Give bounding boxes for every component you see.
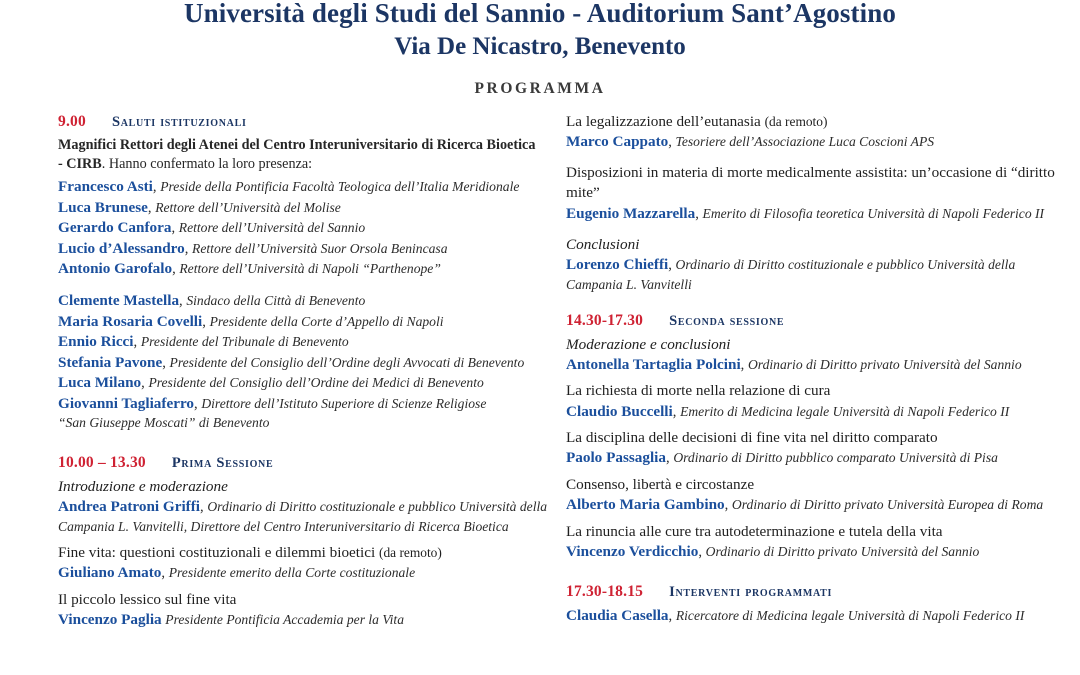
person-sep: ,	[161, 565, 166, 582]
person-name: Paolo Passaglia	[566, 449, 666, 467]
talk-item	[58, 590, 548, 631]
list-item	[58, 239, 548, 260]
person-role: Rettore dell’Università di Napoli “Parthenope”	[179, 261, 441, 277]
person-sep: ,	[724, 497, 729, 514]
person-role: Rettore dell’Università del Sannio	[178, 220, 366, 236]
session-header	[58, 112, 548, 132]
person-role: Emerito di Filosofia teoretica Università di Napoli Federico II	[702, 205, 1045, 221]
session-time: 17.30-18.15	[566, 583, 644, 601]
talk-speaker	[566, 542, 1056, 563]
list-item	[58, 177, 548, 198]
session-title: Prima Sessione	[171, 454, 274, 471]
person-role: Emerito di Medicina legale Università di Napoli Federico II	[680, 403, 1010, 419]
talk-topic-note: (da remoto)	[764, 113, 828, 129]
person-role: Ordinario di Diritto costituzionale e pubblico Università della Campania L. Vanvitelli, Direttore del Centro Interuniversitario di Ricerca Bioetica	[58, 499, 548, 534]
person-name: Giovanni Tagliaferro	[58, 394, 195, 412]
person-role: Presidente del Consiglio dell’Ordine dei Medici di Benevento	[148, 375, 484, 391]
talk-topic	[58, 590, 548, 610]
talk-item	[58, 543, 548, 584]
session-prima-sessione	[58, 453, 548, 631]
person-sep: ,	[202, 313, 206, 330]
talk-topic	[566, 163, 1056, 203]
session-header	[58, 453, 548, 473]
programme-label: PROGRAMMA	[474, 79, 606, 97]
talk-topic-note: (da remoto)	[379, 545, 442, 561]
talk-topic-text: La richiesta di morte nella relazione di cura	[566, 382, 831, 400]
talk-item	[566, 112, 1056, 153]
session-time: 14.30-17.30	[566, 311, 644, 329]
person-role-continuation: “San Giuseppe Moscati” di Benevento	[58, 415, 270, 431]
person-name: Stefania Pavone	[58, 353, 163, 371]
session-title: Seconda sessione	[669, 312, 785, 329]
person-role: Presidente del Consiglio dell’Ordine degli Avvocati di Benevento	[169, 354, 525, 370]
list-gap	[58, 280, 548, 291]
person-sep: ,	[194, 395, 198, 412]
person-name: Claudio Buccelli	[566, 402, 673, 420]
person-name: Luca Milano	[58, 374, 142, 392]
talk-topic	[566, 475, 1056, 495]
conclusions-gap	[566, 224, 1056, 235]
person-role: Rettore dell’Università Suor Orsola Benincasa	[192, 240, 448, 256]
talk-speaker	[566, 495, 1056, 516]
talk-topic-text: Fine vita: questioni costituzionali e dilemmi bioetici	[58, 544, 376, 562]
talk-topic-text: La rinuncia alle cure tra autodeterminazione e tutela della vita	[566, 522, 943, 540]
talk-topic	[58, 543, 548, 563]
cirb-acronym: - CIRB	[58, 156, 102, 173]
conclusions-speaker	[566, 255, 1056, 295]
talk-item	[566, 475, 1056, 516]
person-role: Ordinario di Diritto costituzionale e pubblico Università della Campania L. Vanvitelli	[566, 257, 1016, 293]
person-sep: ,	[179, 292, 183, 309]
authorities-list	[58, 291, 548, 434]
person-name: Antonella Tartaglia Polcini	[566, 355, 741, 373]
session-title: Saluti istituzionali	[111, 113, 247, 130]
list-item	[58, 353, 548, 374]
talk-topic	[566, 381, 1056, 401]
list-item	[58, 218, 548, 239]
person-role: Presidente del Tribunale di Benevento	[140, 334, 349, 350]
session-gap	[566, 296, 1056, 311]
cirb-intro-rest: . Hanno confermato la loro presenza:	[101, 156, 313, 173]
person-role: Ricercatore di Medicina legale Università di Napoli Federico II	[675, 608, 1025, 624]
person-role: Tesoriere dell’Associazione Luca Coscioni APS	[675, 133, 935, 149]
person-sep: ,	[666, 450, 670, 467]
person-name: Antonio Garofalo	[58, 260, 173, 278]
person-name: Luca Brunese	[58, 198, 148, 216]
moderator	[58, 497, 548, 537]
venue-address: Via De Nicastro, Benevento	[394, 33, 686, 60]
person-role: Direttore dell’Istituto Superiore di Scienze Religiose	[201, 395, 487, 411]
list-item	[58, 291, 548, 312]
talk-topic-text: Il piccolo lessico sul fine vita	[58, 590, 237, 608]
person-sep: ,	[171, 220, 176, 237]
person-role: Ordinario di Diritto privato Università del Sannio	[705, 543, 980, 559]
person-role: Ordinario di Diritto privato Università del Sannio	[747, 356, 1022, 372]
person-role: Presidente emerito della Corte costituzionale	[168, 565, 416, 581]
cirb-intro-bold: Magnifici Rettori degli Atenei del Centro Interuniversitario di Ricerca Bioetica	[58, 136, 536, 153]
list-item	[58, 259, 548, 280]
moderation-label: Introduzione e moderazione	[58, 477, 228, 495]
person-name: Ennio Ricci	[58, 333, 134, 351]
person-sep: ,	[172, 261, 176, 278]
list-item-continuation	[58, 414, 548, 434]
person-name: Giuliano Amato	[58, 564, 162, 582]
person-name: Vincenzo Paglia	[58, 611, 162, 629]
list-item	[58, 332, 548, 353]
person-sep: ,	[152, 179, 157, 196]
person-name: Maria Rosaria Covelli	[58, 312, 203, 330]
right-column	[566, 112, 1056, 640]
person-role: Ordinario di Diritto pubblico comparato Università di Pisa	[673, 450, 998, 466]
cirb-intro-paragraph	[58, 136, 548, 176]
person-role: Presidente della Corte d’Appello di Napoli	[209, 313, 444, 329]
person-role: Rettore dell’Università del Molise	[155, 199, 341, 215]
person-name: Francesco Asti	[58, 178, 153, 196]
rectors-list	[58, 177, 548, 280]
person-role: Preside della Pontificia Facoltà Teologica dell’Italia Meridionale	[160, 179, 520, 195]
talk-item	[566, 163, 1056, 224]
talk-speaker	[566, 132, 1056, 153]
session-time: 9.00	[58, 112, 86, 130]
list-item	[58, 373, 548, 394]
session-header	[566, 311, 1056, 331]
left-column	[58, 112, 548, 640]
moderation-label: Moderazione e conclusioni	[566, 335, 731, 353]
person-role: Sindaco della Città di Benevento	[186, 292, 366, 308]
person-sep: ,	[668, 133, 672, 150]
person-sep: ,	[672, 403, 677, 420]
programme-columns	[0, 98, 1080, 640]
talk-speaker	[58, 610, 548, 631]
talk-gap	[566, 152, 1056, 163]
person-sep: ,	[141, 375, 145, 392]
person-sep: ,	[200, 499, 204, 516]
talk-speaker	[566, 606, 1056, 627]
session-saluti-istituzionali	[58, 112, 548, 434]
talk-topic	[566, 428, 1056, 448]
person-name: Marco Cappato	[566, 132, 669, 150]
person-sep: ,	[147, 199, 152, 216]
session-header	[566, 582, 1056, 602]
list-item	[58, 312, 548, 333]
venue-title: Università degli Studi del Sannio - Auditorium Sant’Agostino	[184, 0, 896, 28]
talk-topic	[566, 112, 1056, 132]
person-name: Alberto Maria Gambino	[566, 496, 725, 514]
person-name: Gerardo Canfora	[58, 219, 172, 237]
talk-topic-text: La disciplina delle decisioni di fine vita nel diritto comparato	[566, 429, 938, 447]
person-name: Eugenio Mazzarella	[566, 204, 696, 222]
person-role: Ordinario di Diritto privato Università Europea di Roma	[731, 497, 1044, 513]
person-sep: ,	[133, 334, 138, 351]
person-sep: ,	[184, 240, 189, 257]
conclusions-block	[566, 235, 1056, 295]
person-name: Lorenzo Chieffi	[566, 256, 669, 274]
talk-speaker	[566, 402, 1056, 423]
conclusions-label: Conclusioni	[566, 236, 640, 254]
person-sep: ,	[695, 205, 699, 222]
list-item	[58, 394, 548, 415]
session-interventi-programmati	[566, 582, 1056, 627]
talk-item	[566, 428, 1056, 469]
session-gap	[566, 571, 1056, 582]
person-name: Vincenzo Verdicchio	[566, 542, 699, 560]
session-gap	[58, 438, 548, 453]
session-title: Interventi programmati	[669, 584, 833, 601]
person-name: Claudia Casella	[566, 607, 669, 625]
page-header	[0, 0, 1080, 62]
session-time: 10.00 – 13.30	[58, 453, 146, 471]
person-sep: ,	[698, 543, 702, 560]
person-name: Lucio d’Alessandro	[58, 239, 185, 257]
person-name: Clemente Mastella	[58, 291, 180, 309]
talk-speaker	[566, 448, 1056, 469]
moderator	[566, 355, 1056, 376]
person-role: Presidente Pontificia Accademia per la Vita	[165, 612, 405, 628]
session-seconda-sessione	[566, 311, 1056, 563]
person-sep: ,	[740, 356, 745, 373]
talk-topic	[566, 522, 1056, 542]
person-sep: ,	[668, 608, 673, 625]
person-sep: ,	[162, 354, 166, 371]
person-name: Andrea Patroni Griffi	[58, 498, 201, 516]
talk-speaker	[58, 563, 548, 584]
talk-speaker	[566, 204, 1056, 225]
talk-item	[566, 381, 1056, 422]
talk-topic-text: La legalizzazione dell’eutanasia	[566, 112, 761, 130]
talk-item	[566, 522, 1056, 563]
talk-topic-text: Disposizioni in materia di morte medicalmente assistita: un’occasione di “diritto mite”	[566, 164, 1055, 202]
list-item	[58, 198, 548, 219]
person-sep: ,	[668, 257, 672, 274]
talk-topic-text: Consenso, libertà e circostanze	[566, 475, 755, 493]
